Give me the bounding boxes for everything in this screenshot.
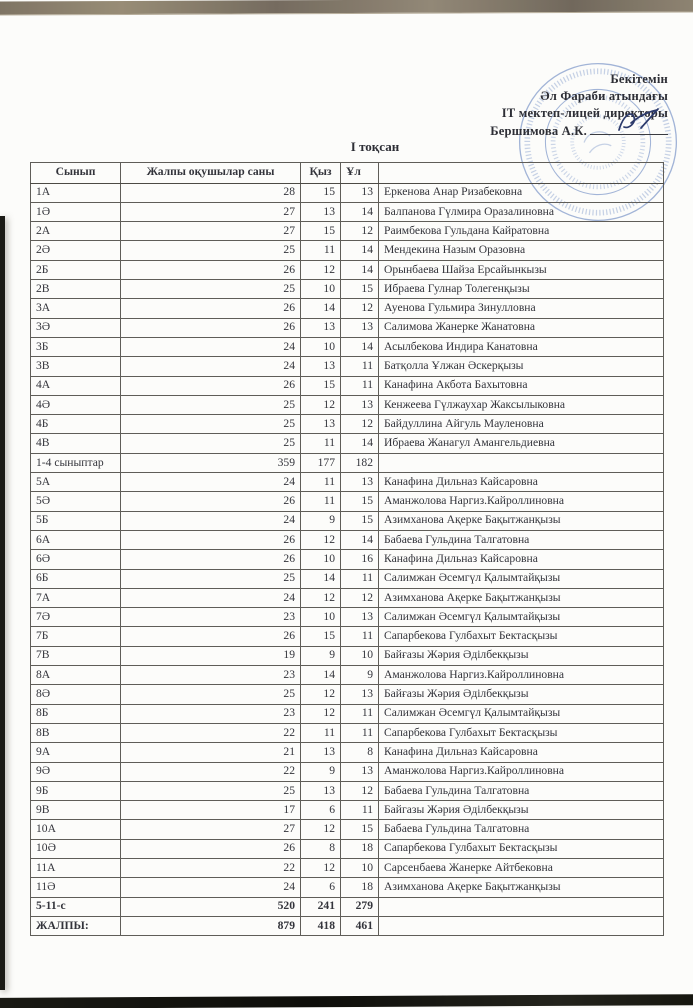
girls-cell: 13 (301, 318, 341, 337)
girls-cell: 14 (301, 666, 341, 685)
teacher-cell: Салимжан Әсемгүл Қалымтайқызы (379, 704, 664, 723)
teacher-cell: Салимжан Әсемгүл Қалымтайқызы (379, 608, 664, 627)
boys-cell: 18 (341, 839, 379, 858)
table-row (31, 839, 664, 858)
total-cell: 26 (121, 550, 301, 569)
girls-cell: 12 (301, 704, 341, 723)
total-cell: 24 (121, 337, 301, 356)
total-cell: 24 (121, 357, 301, 376)
table-row (31, 878, 664, 897)
boys-cell: 15 (341, 280, 379, 299)
table-row (31, 395, 664, 414)
girls-cell: 9 (301, 511, 341, 530)
girls-cell: 15 (301, 376, 341, 395)
class-cell: 9Ә (31, 762, 121, 781)
girls-cell: 11 (301, 492, 341, 511)
total-cell: 22 (121, 858, 301, 877)
class-cell: 4А (31, 376, 121, 395)
girls-cell: 241 (301, 897, 341, 916)
boys-cell: 13 (341, 318, 379, 337)
boys-cell: 12 (341, 415, 379, 434)
total-cell: 26 (121, 318, 301, 337)
approval-line: Әл Фараби атындағы (540, 89, 668, 104)
class-cell: 5А (31, 473, 121, 492)
header-teacher (379, 163, 664, 184)
teacher-cell: Аманжолова Наргиз.Кайроллиновна (379, 666, 664, 685)
girls-cell: 12 (301, 820, 341, 839)
total-cell: 27 (121, 820, 301, 839)
total-cell: 22 (121, 762, 301, 781)
boys-cell: 13 (341, 762, 379, 781)
table-header (31, 163, 664, 184)
table-row (31, 376, 664, 395)
teacher-cell (379, 453, 664, 472)
teacher-cell: Бабаева Гульдина Талгатовна (379, 781, 664, 800)
teacher-cell: Сапарбекова Гулбахыт Бектасқызы (379, 627, 664, 646)
total-cell: 26 (121, 492, 301, 511)
table-row (31, 202, 664, 221)
teacher-cell: Бабаева Гульдина Талгатовна (379, 530, 664, 549)
girls-cell: 10 (301, 608, 341, 627)
boys-cell: 11 (341, 376, 379, 395)
boys-cell: 18 (341, 878, 379, 897)
table-row (31, 357, 664, 376)
boys-cell: 14 (341, 434, 379, 453)
total-cell: 359 (121, 453, 301, 472)
class-cell: 6Б (31, 569, 121, 588)
teacher-cell: Сапарбекова Гулбахыт Бектасқызы (379, 839, 664, 858)
total-cell: 24 (121, 473, 301, 492)
table-row (31, 530, 664, 549)
teacher-cell: Байғазы Жәрия Әділбекқызы (379, 646, 664, 665)
girls-cell: 177 (301, 453, 341, 472)
table-row (31, 492, 664, 511)
teacher-cell: Байгазы Жәрия Әділбекқызы (379, 801, 664, 820)
total-cell: 26 (121, 260, 301, 279)
girls-cell: 418 (301, 916, 341, 935)
teacher-cell: Азимханова Ақерке Бақытжанқызы (379, 511, 664, 530)
boys-cell: 14 (341, 202, 379, 221)
girls-cell: 11 (301, 241, 341, 260)
class-cell: 3Ә (31, 318, 121, 337)
class-cell: ЖАЛПЫ: (31, 916, 121, 935)
teacher-cell: Сарсенбаева Жанерке Айтбековна (379, 858, 664, 877)
boys-cell: 11 (341, 627, 379, 646)
table-row (31, 820, 664, 839)
total-cell: 26 (121, 376, 301, 395)
teacher-cell: Салимова Жанерке Жанатовна (379, 318, 664, 337)
handwritten-signature-mark (613, 106, 665, 136)
class-cell: 2В (31, 280, 121, 299)
total-cell: 25 (121, 241, 301, 260)
total-cell: 23 (121, 608, 301, 627)
girls-cell: 15 (301, 222, 341, 241)
girls-cell: 14 (301, 569, 341, 588)
total-cell: 19 (121, 646, 301, 665)
table-row (31, 762, 664, 781)
table-row (31, 550, 664, 569)
boys-cell: 12 (341, 222, 379, 241)
girls-cell: 8 (301, 839, 341, 858)
boys-cell: 15 (341, 492, 379, 511)
girls-cell: 10 (301, 550, 341, 569)
table-row (31, 743, 664, 762)
girls-cell: 15 (301, 183, 341, 202)
table-row (31, 685, 664, 704)
teacher-cell: Салимжан Әсемгүл Қалымтайқызы (379, 569, 664, 588)
girls-cell: 14 (301, 299, 341, 318)
table-row (31, 222, 664, 241)
table-row (31, 415, 664, 434)
girls-cell: 11 (301, 723, 341, 742)
table-row (31, 260, 664, 279)
class-cell: 4В (31, 434, 121, 453)
table-row (31, 627, 664, 646)
boys-cell: 10 (341, 646, 379, 665)
teacher-cell: Еркенова Анар Ризабековна (379, 183, 664, 202)
total-cell: 26 (121, 839, 301, 858)
boys-cell: 13 (341, 473, 379, 492)
table-row (31, 608, 664, 627)
table-row (31, 646, 664, 665)
teacher-cell: Канафина Акбота Бахытовна (379, 376, 664, 395)
boys-cell: 14 (341, 337, 379, 356)
teacher-cell: Байғазы Жәрия Әділбекқызы (379, 685, 664, 704)
teacher-cell: Ибраева Гулнар Толегенқызы (379, 280, 664, 299)
teacher-cell: Батқолла Ұлжан Әскерқызы (379, 357, 664, 376)
girls-cell: 13 (301, 743, 341, 762)
girls-cell: 11 (301, 434, 341, 453)
boys-cell: 12 (341, 299, 379, 318)
total-cell: 25 (121, 685, 301, 704)
table-row (31, 723, 664, 742)
girls-cell: 13 (301, 357, 341, 376)
class-table-body (31, 183, 664, 936)
table-row (31, 280, 664, 299)
class-cell: 4Б (31, 415, 121, 434)
teacher-cell: Балпанова Гүлмира Оразалиновна (379, 202, 664, 221)
table-row (31, 241, 664, 260)
scan-edge-left (0, 216, 5, 990)
girls-cell: 12 (301, 588, 341, 607)
boys-cell: 12 (341, 781, 379, 800)
boys-cell: 13 (341, 395, 379, 414)
class-cell: 7Б (31, 627, 121, 646)
teacher-cell: Канафина Дильназ Кайсаровна (379, 550, 664, 569)
teacher-cell: Ауенова Гульмира Зинулловна (379, 299, 664, 318)
boys-cell: 10 (341, 858, 379, 877)
table-row (31, 858, 664, 877)
header-total-students: Жалпы оқушылар саны (121, 163, 301, 184)
total-cell: 25 (121, 280, 301, 299)
girls-cell: 12 (301, 260, 341, 279)
total-cell: 27 (121, 222, 301, 241)
total-cell: 22 (121, 723, 301, 742)
class-cell: 2Б (31, 260, 121, 279)
total-cell: 24 (121, 878, 301, 897)
boys-cell: 13 (341, 183, 379, 202)
class-cell: 10Ә (31, 839, 121, 858)
header-girls: Қыз (301, 163, 341, 184)
boys-cell: 11 (341, 357, 379, 376)
boys-cell: 182 (341, 453, 379, 472)
table-row (31, 318, 664, 337)
table-row (31, 337, 664, 356)
boys-cell: 11 (341, 704, 379, 723)
total-cell: 879 (121, 916, 301, 935)
table-header-row (31, 163, 664, 184)
class-cell: 9Б (31, 781, 121, 800)
class-cell: 11А (31, 858, 121, 877)
class-cell: 7А (31, 588, 121, 607)
boys-cell: 11 (341, 723, 379, 742)
girls-cell: 15 (301, 627, 341, 646)
table-row (31, 299, 664, 318)
girls-cell: 13 (301, 781, 341, 800)
girls-cell: 6 (301, 878, 341, 897)
total-cell: 520 (121, 897, 301, 916)
class-cell: 2А (31, 222, 121, 241)
table-row (31, 588, 664, 607)
boys-cell: 14 (341, 530, 379, 549)
class-cell: 11Ә (31, 878, 121, 897)
teacher-cell: Орынбаева Шайза Ерсайынкызы (379, 260, 664, 279)
girls-cell: 6 (301, 801, 341, 820)
boys-cell: 8 (341, 743, 379, 762)
header-class: Сынып (31, 163, 121, 184)
class-cell: 2Ә (31, 241, 121, 260)
girls-cell: 13 (301, 202, 341, 221)
teacher-cell: Азимханова Ақерке Бақытжанқызы (379, 878, 664, 897)
scan-edge-bottom (0, 994, 693, 1008)
class-roster-table (30, 162, 664, 936)
total-cell: 25 (121, 415, 301, 434)
boys-cell: 15 (341, 511, 379, 530)
total-cell: 23 (121, 704, 301, 723)
table-row (31, 453, 664, 472)
class-cell: 3В (31, 357, 121, 376)
teacher-cell: Бабаева Гульдина Талгатовна (379, 820, 664, 839)
boys-cell: 16 (341, 550, 379, 569)
scan-edge-top (0, 0, 693, 16)
class-cell: 8Б (31, 704, 121, 723)
teacher-cell: Азимханова Ақерке Бақытжанқызы (379, 588, 664, 607)
class-cell: 6Ә (31, 550, 121, 569)
teacher-cell: Асылбекова Индира Канатовна (379, 337, 664, 356)
approval-line: ІТ мектеп-лицей директоры (501, 106, 668, 121)
total-cell: 25 (121, 395, 301, 414)
total-cell: 24 (121, 511, 301, 530)
class-cell: 5-11-с (31, 897, 121, 916)
total-cell: 26 (121, 299, 301, 318)
class-cell: 9В (31, 801, 121, 820)
class-cell: 9А (31, 743, 121, 762)
class-cell: 3А (31, 299, 121, 318)
girls-cell: 10 (301, 337, 341, 356)
header-boys: Ұл (341, 163, 379, 184)
total-cell: 25 (121, 781, 301, 800)
table-row (31, 569, 664, 588)
table-row (31, 801, 664, 820)
class-cell: 3Б (31, 337, 121, 356)
table-row (31, 511, 664, 530)
table-row (31, 434, 664, 453)
total-cell: 27 (121, 202, 301, 221)
table-row (31, 916, 664, 935)
class-cell: 10А (31, 820, 121, 839)
teacher-cell: Ибраева Жанагул Амангельдиевна (379, 434, 664, 453)
total-cell: 25 (121, 434, 301, 453)
teacher-cell: Байдуллина Айгуль Мауленовна (379, 415, 664, 434)
table-row (31, 897, 664, 916)
teacher-cell: Аманжолова Наргиз.Кайроллиновна (379, 492, 664, 511)
class-cell: 1Ә (31, 202, 121, 221)
table-row (31, 704, 664, 723)
table-row (31, 183, 664, 202)
total-cell: 26 (121, 530, 301, 549)
quarter-title: І тоқсан (350, 139, 400, 154)
teacher-cell: Кенжеева Гүлжаухар Жаксылыковна (379, 395, 664, 414)
class-cell: 4Ә (31, 395, 121, 414)
class-cell: 8В (31, 723, 121, 742)
table-row (31, 473, 664, 492)
boys-cell: 13 (341, 608, 379, 627)
teacher-cell: Раимбекова Гульдана Кайратовна (379, 222, 664, 241)
class-cell: 7Ә (31, 608, 121, 627)
girls-cell: 11 (301, 473, 341, 492)
total-cell: 26 (121, 627, 301, 646)
boys-cell: 13 (341, 685, 379, 704)
teacher-cell: Сапарбекова Гулбахыт Бектасқызы (379, 723, 664, 742)
boys-cell: 279 (341, 897, 379, 916)
class-cell: 5Ә (31, 492, 121, 511)
boys-cell: 12 (341, 588, 379, 607)
class-cell: 7В (31, 646, 121, 665)
boys-cell: 11 (341, 569, 379, 588)
boys-cell: 14 (341, 241, 379, 260)
class-cell: 6А (31, 530, 121, 549)
total-cell: 28 (121, 183, 301, 202)
table-row (31, 781, 664, 800)
teacher-cell (379, 897, 664, 916)
teacher-cell: Аманжолова Наргиз.Кайроллиновна (379, 762, 664, 781)
class-cell: 5Б (31, 511, 121, 530)
boys-cell: 461 (341, 916, 379, 935)
girls-cell: 9 (301, 646, 341, 665)
class-cell: 1А (31, 183, 121, 202)
teacher-cell: Канафина Дильназ Кайсаровна (379, 473, 664, 492)
total-cell: 23 (121, 666, 301, 685)
girls-cell: 12 (301, 395, 341, 414)
girls-cell: 12 (301, 685, 341, 704)
boys-cell: 15 (341, 820, 379, 839)
teacher-cell: Канафина Дильназ Кайсаровна (379, 743, 664, 762)
boys-cell: 11 (341, 801, 379, 820)
class-cell: 8Ә (31, 685, 121, 704)
teacher-cell: Мендекина Назым Оразовна (379, 241, 664, 260)
boys-cell: 9 (341, 666, 379, 685)
approver-name: Бершимова А.К. (490, 123, 587, 138)
table-row (31, 666, 664, 685)
class-cell: 1-4 сыныптар (31, 453, 121, 472)
girls-cell: 9 (301, 762, 341, 781)
total-cell: 21 (121, 743, 301, 762)
approval-line: Бекітемін (610, 72, 668, 86)
girls-cell: 12 (301, 530, 341, 549)
girls-cell: 12 (301, 858, 341, 877)
total-cell: 24 (121, 588, 301, 607)
boys-cell: 14 (341, 260, 379, 279)
girls-cell: 13 (301, 415, 341, 434)
teacher-cell (379, 916, 664, 935)
total-cell: 17 (121, 801, 301, 820)
class-cell: 8А (31, 666, 121, 685)
girls-cell: 10 (301, 280, 341, 299)
total-cell: 25 (121, 569, 301, 588)
